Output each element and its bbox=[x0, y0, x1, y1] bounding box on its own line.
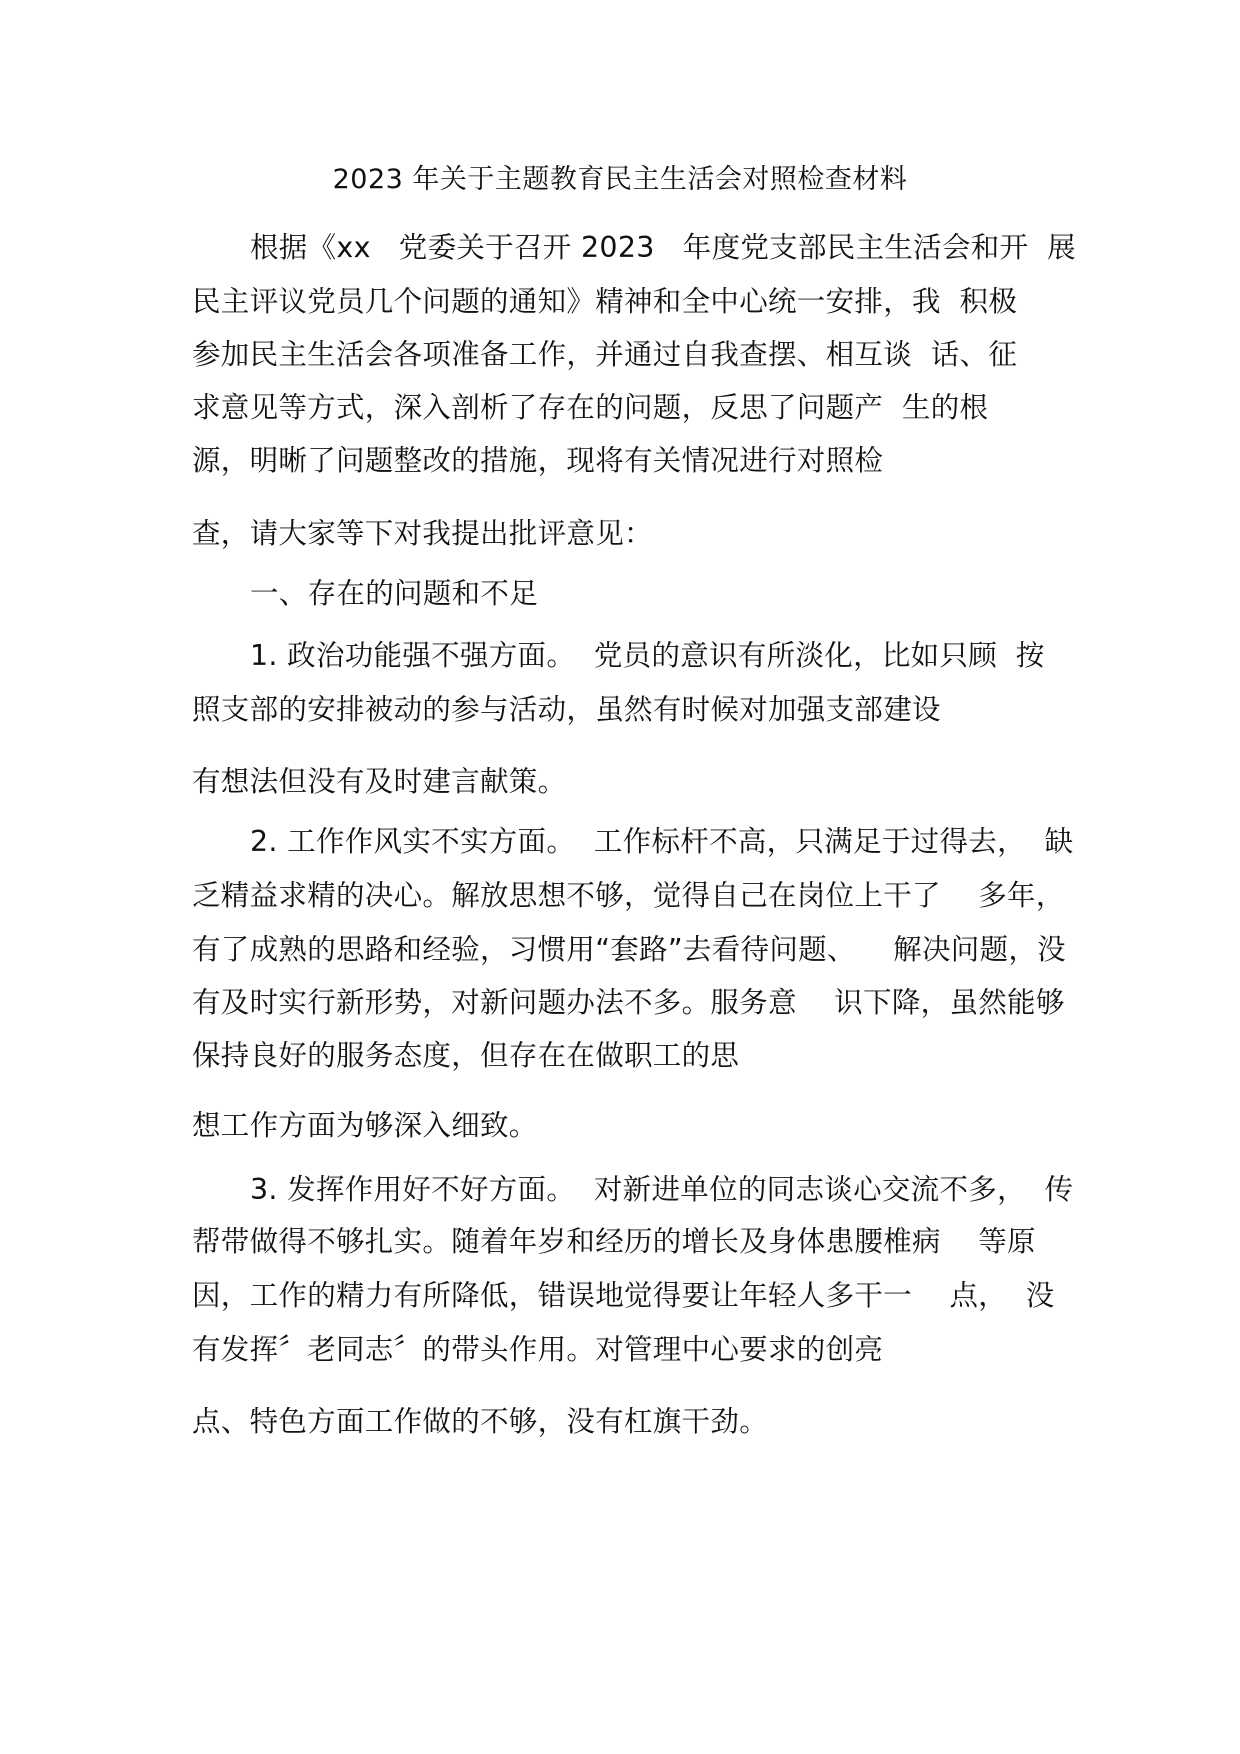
paragraph-line: 民主评议党员几个问题的通知》精神和全中心统一安排，我 积极 bbox=[192, 285, 1018, 318]
list-item-line: 点、特色方面工作做的不够，没有杠旗干劲。 bbox=[192, 1405, 769, 1438]
section-heading: 一、存在的问题和不足 bbox=[250, 577, 539, 610]
list-item-line: 有了成熟的思路和经验，习惯用“套路”去看待问题、 解决问题，没 bbox=[192, 933, 1066, 966]
list-item-line: 有发挥〞老同志〞的带头作用。对管理中心要求的创亮 bbox=[192, 1333, 884, 1366]
document-title: 2023 年关于主题教育民主生活会对照检查材料 bbox=[332, 164, 908, 195]
list-item-line: 因，工作的精力有所降低，错误地觉得要让年轻人多干一 点， 没 bbox=[192, 1279, 1055, 1312]
list-item-line: 帮带做得不够扎实。随着年岁和经历的增长及身体患腰椎病 等原 bbox=[192, 1225, 1036, 1258]
list-item-line: 有及时实行新形势，对新问题办法不多。服务意 识下降，虽然能够 bbox=[192, 986, 1065, 1019]
list-item-line: 1. 政治功能强不强方面。 党员的意识有所淡化，比如只顾 按 bbox=[250, 639, 1045, 672]
paragraph-line: 参加民主生活会各项准备工作，并通过自我查摆、相互谈 话、征 bbox=[192, 338, 1018, 371]
list-item-line: 想工作方面为够深入细致。 bbox=[192, 1109, 538, 1142]
paragraph-line: 根据《xx 党委关于召开 2023 年度党支部民主生活会和开 展 bbox=[250, 231, 1076, 264]
paragraph-line: 查，请大家等下对我提出批评意见： bbox=[192, 517, 653, 550]
list-item-line: 照支部的安排被动的参与活动，虽然有时候对加强支部建设 bbox=[192, 693, 941, 726]
paragraph-line: 源，明晰了问题整改的措施，现将有关情况进行对照检 bbox=[192, 444, 884, 477]
list-item-line: 乏精益求精的决心。解放思想不够，觉得自己在岗位上干了 多年， bbox=[192, 879, 1065, 912]
list-item-line: 2. 工作作风实不实方面。 工作标杆不高，只满足于过得去， 缺 bbox=[250, 825, 1074, 858]
paragraph-line: 求意见等方式，深入剖析了存在的问题，反思了问题产 生的根 bbox=[192, 391, 989, 424]
list-item-line: 有想法但没有及时建言献策。 bbox=[192, 765, 567, 798]
list-item-line: 3. 发挥作用好不好方面。 对新进单位的同志谈心交流不多， 传 bbox=[250, 1173, 1074, 1206]
list-item-line: 保持良好的服务态度，但存在在做职工的思 bbox=[192, 1039, 740, 1072]
